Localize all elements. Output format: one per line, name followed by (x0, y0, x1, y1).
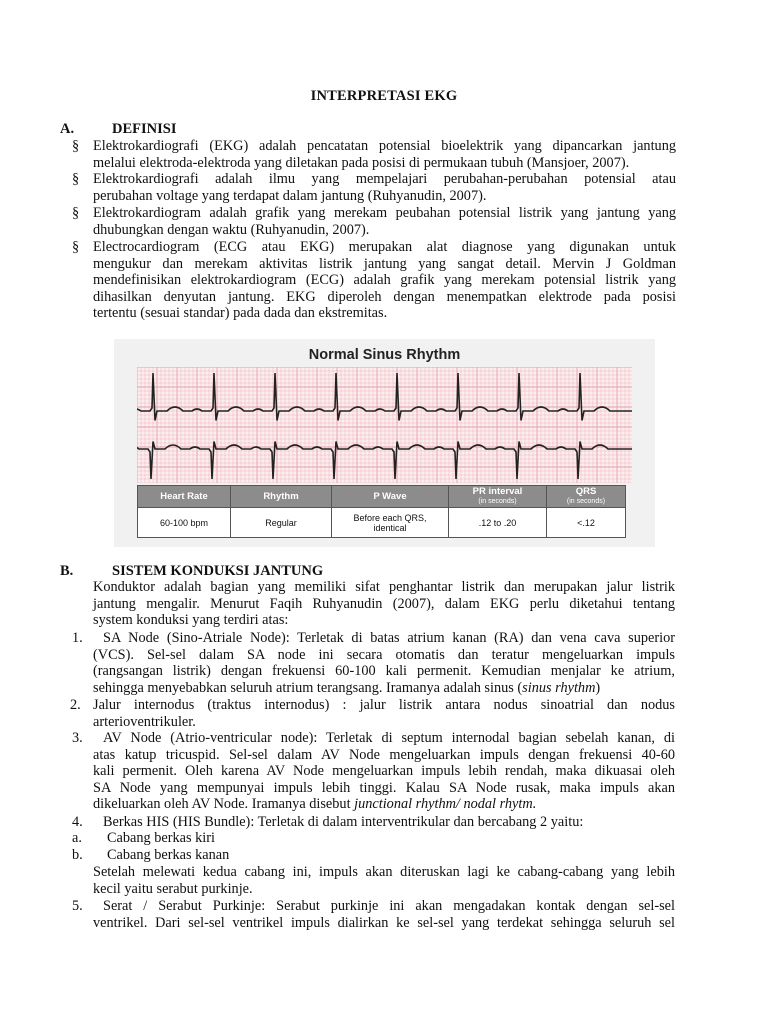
item-line: Jalur internodus (traktus internodus) : jalur listrik antara nodus sinoatrial dan nodus (93, 697, 675, 713)
item-line: kali permenit. Oleh karena AV Node mengeluarkan impuls lebih rendah, maka dikuasai oleh (93, 763, 675, 779)
bullet-line: mendefinisikan elektrokardiogram (ECG) adalah grafik yang merekam potensial listrik yang (93, 272, 676, 288)
intro-line: Konduktor adalah bagian yang memiliki sifat penghantar listrik dan merupakan jalur listrik (93, 579, 675, 595)
item-text: dikeluarkan oleh AV Node. Iramanya disebut (93, 796, 355, 812)
item-line: SA Node yang mempunyai impuls lebih tinggi. Kalau SA Node rusak, maka impuls akan (93, 779, 675, 796)
section-b-intro (93, 579, 675, 629)
sublist-item (93, 847, 675, 864)
header-sub: (in seconds) (478, 497, 517, 505)
bullet-line: mengukur dan merekam aktivitas listrik jantung yang sangat detail. Mervin J Goldman (93, 255, 676, 272)
bullet-line: Elektrokardiogram adalah grafik yang merekam peubahan potensial listrik yang jantung yang (93, 205, 676, 221)
intro-line: jantung mengalir. Menurut Faqih Ruhyanudin (2007), dalam EKG perlu diketahui tentang (93, 595, 675, 612)
bullet-line: dhubungkan dengan waktu (Ruhyanudin, 2007). (93, 221, 370, 238)
item-line: arterioventrikuler. (93, 713, 196, 730)
item-line: Cabang berkas kanan (107, 847, 230, 863)
definition-bullet (72, 239, 676, 322)
figure-title: Normal Sinus Rhythm (308, 347, 461, 363)
list-item (93, 697, 675, 730)
header-main: QRS (575, 485, 597, 497)
definition-bullet (72, 138, 676, 171)
item-line: atas katup tricuspid. Sel-sel dalam AV Node mengeluarkan impuls dengan frekuensi 40-60 (93, 746, 675, 763)
header-main: P Wave (373, 490, 407, 502)
table-cell: 60-100 bpm (138, 508, 231, 538)
table-cell: Before each QRS, identical (332, 508, 449, 538)
item-line: AV Node (Atrio-ventricular node): Terletak di septum internodal bagian sebelah kanan, di (103, 730, 675, 746)
bullet-line: Elektrokardiografi (EKG) adalah pencatatan potensial bioelektrik yang dipancarkan jantung (93, 138, 676, 154)
sublist-letter: a. (72, 830, 82, 846)
item-line: Setelah melewati kedua cabang ini, impuls akan diteruskan lagi ke cabang-cabang yang lebih (93, 864, 675, 880)
table-header-cell (138, 486, 231, 508)
table-cell: <.12 (547, 508, 626, 538)
item-line: Berkas HIS (HIS Bundle): Terletak di dalam interventrikular dan bercabang 2 yaitu: (103, 814, 584, 830)
intro-line: system konduksi yang terdiri atas: (93, 612, 289, 628)
table-cell: .12 to .20 (449, 508, 547, 538)
table-header-cell (449, 486, 547, 508)
item-line (93, 680, 675, 697)
bullet-mark: § (72, 205, 80, 221)
after-paragraph (93, 864, 675, 897)
header-main: Rhythm (263, 490, 299, 502)
header-main: PR interval (472, 485, 523, 497)
item-line: (VCS). Sel-sel dalam SA node ini secara otomatis dan teratur mengeluarkan impuls (93, 646, 675, 663)
list-item (93, 814, 675, 831)
item-line: (rangsangan listrik) dengan frekuensi 60-100 kali permenit. Kemudian menjalar ke atrium, (93, 663, 675, 679)
definition-bullet (72, 205, 676, 238)
page-title: INTERPRETASI EKG (310, 88, 458, 104)
sublist-letter: b. (72, 847, 83, 863)
section-b-letter: B. (60, 563, 74, 579)
table-header-cell (231, 486, 332, 508)
item-line (93, 796, 675, 813)
definition-bullet (72, 171, 676, 204)
list-number: 3. (72, 730, 83, 746)
item-line: Cabang berkas kiri (107, 830, 215, 846)
item-line: SA Node (Sino-Atriale Node): Terletak di batas atrium kanan (RA) dan vena cava superior (103, 630, 675, 646)
bullet-line: dihasilkan denyutan jantung. EKG diperoleh dengan menempatkan elektrode pada posisi (93, 288, 676, 305)
bullet-mark: § (72, 138, 80, 154)
item-italic-text: sinus rhythm (522, 679, 596, 696)
bullet-mark: § (72, 171, 80, 187)
table-header-cell (547, 486, 626, 508)
list-item (93, 630, 675, 696)
table-cell: Regular (231, 508, 332, 538)
item-italic-text: junctional rhythm/ nodal rhytm. (354, 796, 537, 812)
list-item (93, 730, 675, 813)
list-number: 2. (70, 697, 81, 713)
list-number: 1. (72, 630, 83, 646)
bullet-line: perubahan voltage yang terdapat dalam jantung (Ruhyanudin, 2007). (93, 187, 487, 204)
ecg-strip (137, 367, 632, 483)
item-line: kecil yaitu serabut purkinje. (93, 880, 253, 897)
header-sub: (in seconds) (566, 497, 606, 505)
section-a-label: DEFINISI (112, 121, 177, 137)
section-b-label: SISTEM KONDUKSI JANTUNG (112, 563, 324, 579)
item-line: Serat / Serabut Purkinje: Serabut purkinje ini akan mengadakan kontak dengan sel-sel (103, 898, 675, 914)
bullet-line: Electrocardiogram (ECG atau EKG) merupakan alat diagnose yang digunakan untuk (93, 239, 676, 255)
sublist-item (93, 830, 675, 847)
item-line: ventrikel. Dari sel-sel ventrikel impuls dialirkan ke sel-sel yang terdekat sehingga seluruh sel (93, 914, 675, 931)
table-header-cell (332, 486, 449, 508)
bullet-mark: § (72, 239, 80, 255)
header-main: Heart Rate (160, 490, 208, 502)
table-header-row (138, 486, 626, 508)
bullet-line: tertentu (sesuai standar) pada dada dan ekstremitas. (93, 305, 388, 321)
list-item (93, 898, 675, 931)
list-number: 5. (72, 898, 83, 914)
item-text: ) (595, 679, 601, 696)
table-row (138, 508, 626, 538)
rhythm-criteria-table (137, 485, 626, 538)
bullet-line: melalui elektroda-elektroda yang diletakan pada posisi di permukaan tubuh (Mansjoer, 2007). (93, 154, 630, 171)
section-a-letter: A. (60, 121, 75, 137)
bullet-line: Elektrokardiografi adalah ilmu yang mempelajari perubahan-perubahan potensial atau (93, 171, 676, 187)
list-number: 4. (72, 814, 83, 830)
item-text: sehingga menyebabkan seluruh atrium terangsang. Iramanya adalah sinus ( (93, 679, 523, 696)
